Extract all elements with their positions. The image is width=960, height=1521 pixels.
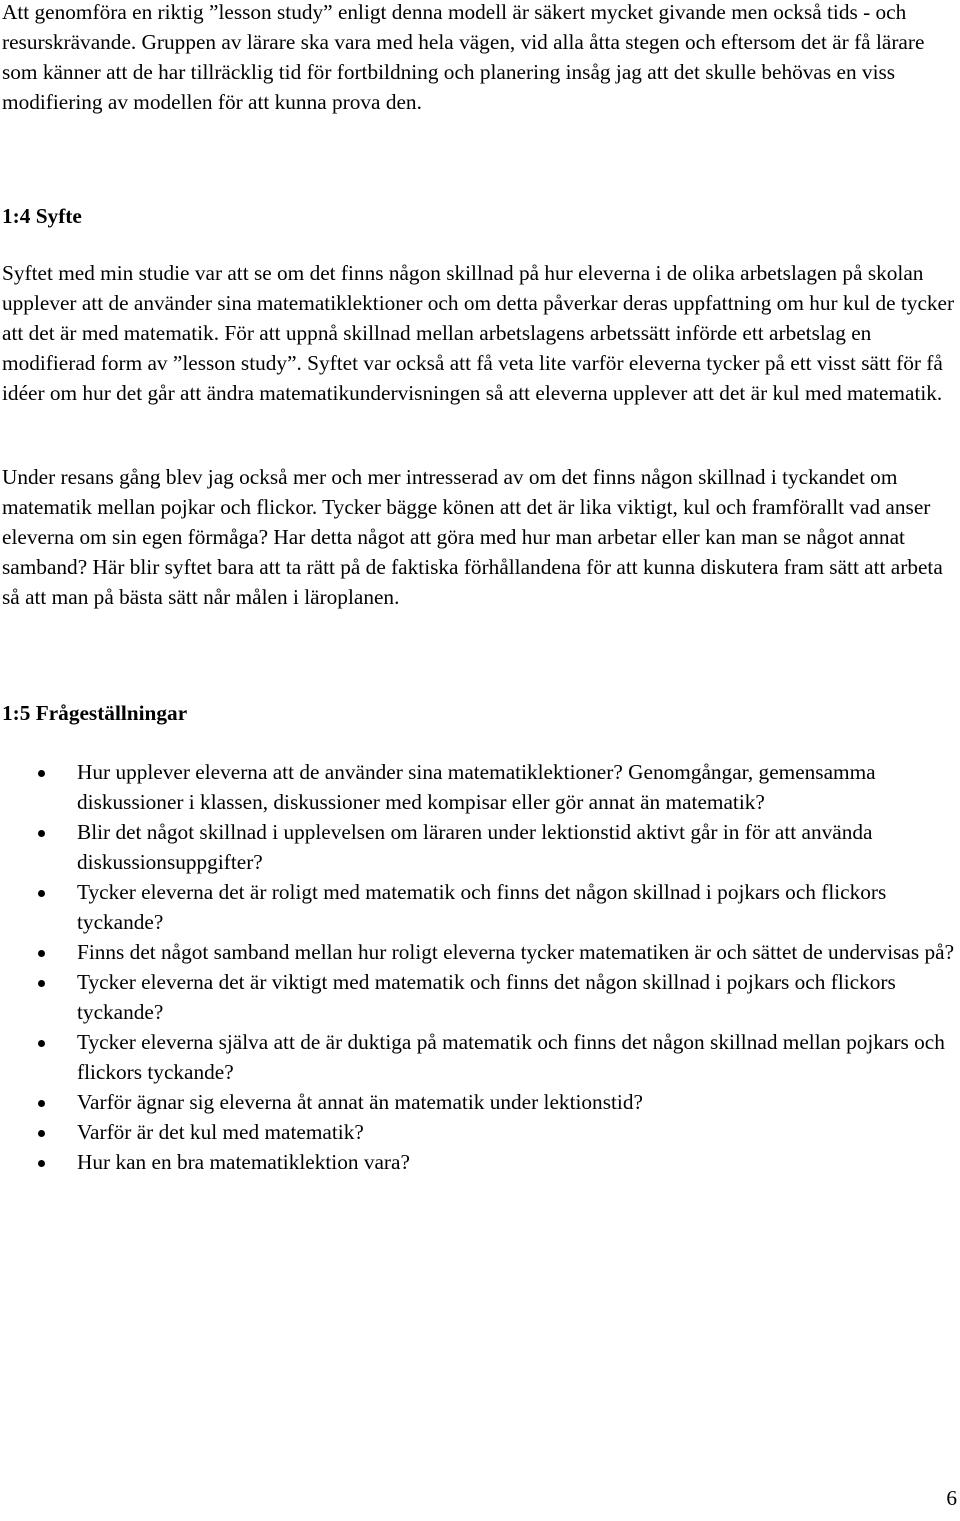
list-item: [0, 757, 960, 817]
bullet-icon: [38, 830, 45, 837]
bullet-icon: [38, 950, 45, 957]
bullet-icon: [38, 770, 45, 777]
syfte-paragraph-1: Syftet med min studie var att se om det finns någon skillnad på hur eleverna i de olika arbetslagen på skolan upplever att de använder sina matematiklektioner och om detta påverkar deras uppfattning om hur kul de tycker att det är med matematik. För att uppnå skillnad mellan arbetslagens arbetssätt införde ett arbetslag en modifierad form av ”lesson study”. Syftet var också att få veta lite varför eleverna tycker på ett visst sätt för få idéer om hur det går att ändra matematikundervisningen så att eleverna upplever att det är kul med matematik.: [2, 261, 955, 405]
list-item: [0, 937, 960, 967]
list-item-text: Varför är det kul med matematik?: [77, 1120, 364, 1144]
list-item-text: Tycker eleverna själva att de är duktiga på matematik och finns det någon skillnad mellan pojkars och flickors tyckande?: [77, 1030, 945, 1084]
list-item-text: Blir det något skillnad i upplevelsen om läraren under lektionstid aktivt går in för att använda diskussionsuppgifter?: [77, 820, 873, 874]
list-item: [0, 1117, 960, 1147]
list-item: [0, 1147, 960, 1177]
bullet-icon: [38, 1160, 45, 1167]
list-item: [0, 877, 960, 937]
list-item: [0, 967, 960, 1027]
list-item: [0, 1087, 960, 1117]
page-number: 6: [946, 1486, 957, 1510]
question-list: [0, 757, 960, 1177]
list-item-text: Tycker eleverna det är viktigt med matematik och finns det någon skillnad i pojkars och flickors tyckande?: [77, 970, 896, 1024]
list-item-text: Hur upplever eleverna att de använder sina matematiklektioner? Genomgångar, gemensamma diskussioner i klassen, diskussioner med kompisar eller gör annat än matematik?: [77, 760, 876, 814]
bullet-icon: [38, 1130, 45, 1137]
list-item: [0, 817, 960, 877]
list-item-text: Hur kan en bra matematiklektion vara?: [77, 1150, 410, 1174]
bullet-icon: [38, 1040, 45, 1047]
bullet-icon: [38, 1100, 45, 1107]
bullet-icon: [38, 980, 45, 987]
list-item-text: Tycker eleverna det är roligt med matematik och finns det någon skillnad i pojkars och flickors tyckande?: [77, 880, 887, 934]
list-item: [0, 1027, 960, 1087]
list-item-text: Finns det något samband mellan hur roligt eleverna tycker matematiken är och sättet de undervisas på?: [77, 940, 955, 964]
syfte-paragraph-2: Under resans gång blev jag också mer och mer intresserad av om det finns någon skillnad i tyckandet om matematik mellan pojkar och flickor. Tycker bägge könen att det är lika viktigt, kul och framförallt vad anser eleverna om sin egen förmåga? Har detta något att göra med hur man arbetar eller kan man se något annat samband? Här blir syftet bara att ta rätt på de faktiska förhållandena för att kunna diskutera fram sätt att arbeta så att man på bästa sätt når målen i läroplanen.: [2, 465, 943, 609]
section-heading-syfte: 1:4 Syfte: [2, 204, 82, 228]
bullet-icon: [38, 890, 45, 897]
list-item-text: Varför ägnar sig eleverna åt annat än matematik under lektionstid?: [77, 1090, 643, 1114]
intro-paragraph: Att genomföra en riktig ”lesson study” enligt denna modell är säkert mycket givande men också tids - och resurskrävande. Gruppen av lärare ska vara med hela vägen, vid alla åtta stegen och eftersom det är få lärare som känner att de har tillräcklig tid för fortbildning och planering insåg jag att det skulle behövas en viss modifiering av modellen för att kunna prova den.: [2, 0, 925, 114]
section-heading-fragestallningar: 1:5 Frågeställningar: [2, 701, 188, 725]
